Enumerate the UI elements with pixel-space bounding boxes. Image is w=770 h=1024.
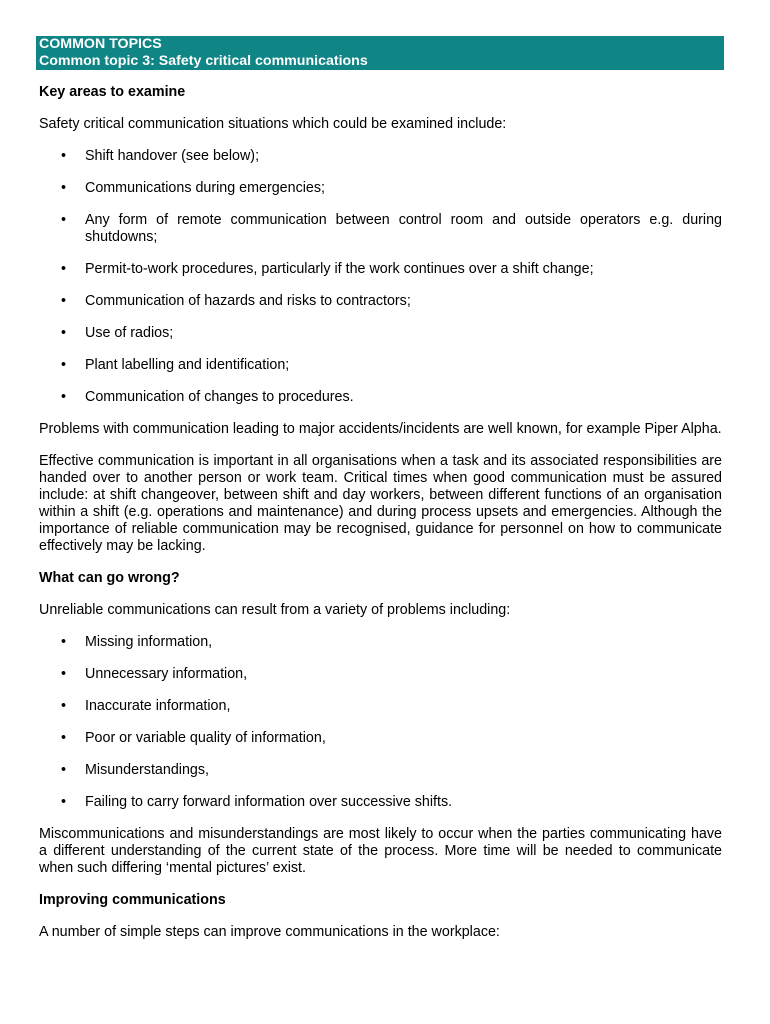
list-item-text: Plant labelling and identification;	[85, 357, 290, 373]
list-item-text: Any form of remote communication between control room and outside operators e.g. during shutdowns;	[85, 212, 722, 245]
bullet-icon: •	[61, 180, 67, 196]
list-item-text: Misunderstandings,	[85, 762, 209, 778]
bullet-icon: •	[61, 634, 67, 650]
piper-alpha-paragraph: Problems with communication leading to major accidents/incidents are well known, for example Piper Alpha.	[39, 421, 722, 437]
list-item	[39, 389, 722, 406]
list-item	[39, 357, 722, 374]
bullet-icon: •	[61, 212, 67, 228]
effective-communication-paragraph: Effective communication is important in all organisations when a task and its associated responsibilities are handed over to another person or work team. Critical times when good communication must be assured include: at shift changeover, between shift and day workers, between different functions of an organisation within a shift (e.g. operations and maintenance) and during process upsets and emergencies. Although the importance of reliable communication may be recognised, guidance for personnel on how to communicate effectively may be lacking.	[39, 453, 722, 554]
section-heading-improving-communications: Improving communications	[39, 892, 226, 908]
list-item	[39, 212, 722, 246]
bullet-icon: •	[61, 261, 67, 277]
bullet-icon: •	[61, 148, 67, 164]
miscommunications-paragraph: Miscommunications and misunderstandings are most likely to occur when the parties communicating have a different understanding of the current state of the process. More time will be needed to communicate when such differing ‘mental pictures’ exist.	[39, 826, 722, 876]
list-item	[39, 148, 722, 165]
improving-communications-intro: A number of simple steps can improve communications in the workplace:	[39, 924, 500, 940]
list-item-text: Communication of changes to procedures.	[85, 389, 354, 405]
list-item-text: Missing information,	[85, 634, 213, 650]
list-item-text: Poor or variable quality of information,	[85, 730, 326, 746]
bullet-icon: •	[61, 357, 67, 373]
bullet-icon: •	[61, 389, 67, 405]
bullet-icon: •	[61, 794, 67, 810]
bullet-icon: •	[61, 730, 67, 746]
list-item	[39, 261, 722, 278]
what-can-go-wrong-intro: Unreliable communications can result from a variety of problems including:	[39, 602, 511, 618]
key-areas-intro: Safety critical communication situations which could be examined include:	[39, 116, 507, 132]
list-item	[39, 293, 722, 310]
problems-list	[39, 634, 722, 811]
document-body	[39, 84, 722, 956]
bullet-icon: •	[61, 325, 67, 341]
bullet-icon: •	[61, 762, 67, 778]
list-item-text: Use of radios;	[85, 325, 174, 341]
key-areas-list	[39, 148, 722, 406]
list-item	[39, 762, 722, 779]
banner-title: COMMON TOPICS	[39, 36, 162, 52]
topic-banner	[36, 36, 724, 70]
banner-subtitle: Common topic 3: Safety critical communications	[39, 53, 368, 69]
list-item-text: Shift handover (see below);	[85, 148, 260, 164]
list-item	[39, 794, 722, 811]
list-item	[39, 634, 722, 651]
list-item	[39, 730, 722, 747]
section-heading-key-areas: Key areas to examine	[39, 84, 186, 100]
bullet-icon: •	[61, 666, 67, 682]
list-item-text: Communications during emergencies;	[85, 180, 325, 196]
list-item-text: Unnecessary information,	[85, 666, 248, 682]
bullet-icon: •	[61, 293, 67, 309]
list-item	[39, 698, 722, 715]
list-item-text: Inaccurate information,	[85, 698, 231, 714]
list-item	[39, 325, 722, 342]
list-item-text: Permit-to-work procedures, particularly if the work continues over a shift change;	[85, 261, 594, 277]
list-item	[39, 666, 722, 683]
list-item	[39, 180, 722, 197]
section-heading-what-can-go-wrong: What can go wrong?	[39, 570, 180, 586]
list-item-text: Communication of hazards and risks to contractors;	[85, 293, 411, 309]
bullet-icon: •	[61, 698, 67, 714]
list-item-text: Failing to carry forward information over successive shifts.	[85, 794, 453, 810]
